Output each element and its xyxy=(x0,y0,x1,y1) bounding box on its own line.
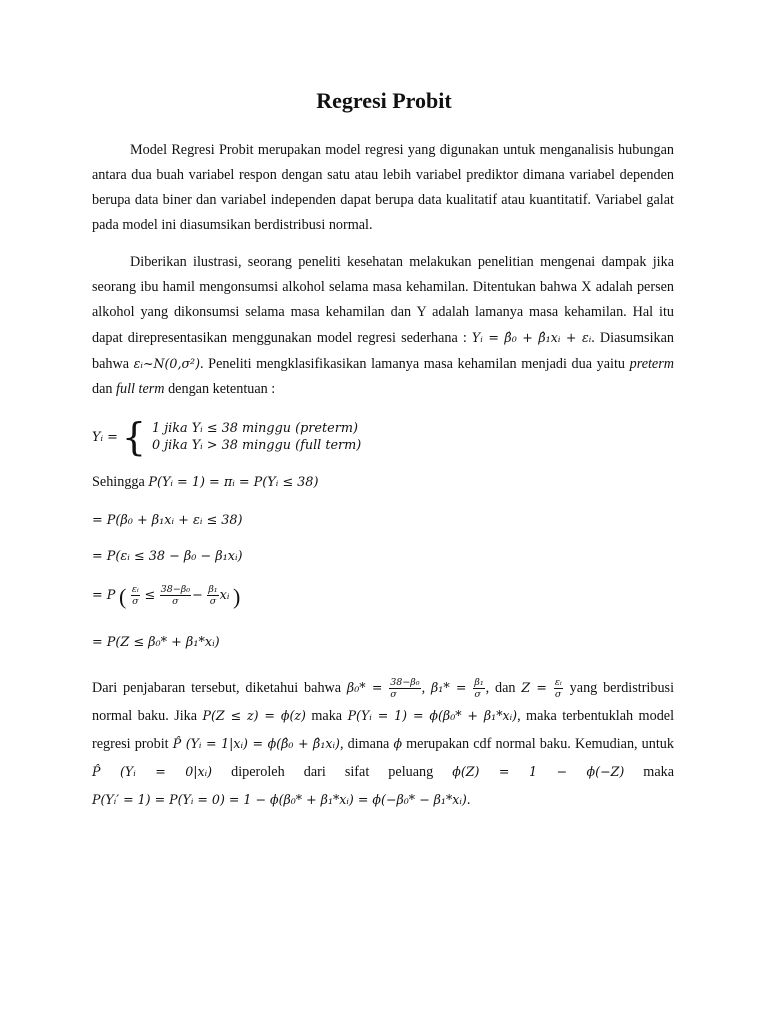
fraction-beta1-star xyxy=(473,677,484,700)
fraction-denominator: σ xyxy=(554,689,562,701)
case-preterm: 1 jika Yᵢ ≤ 38 minggu (preterm) xyxy=(152,421,358,436)
paragraph-text: maka xyxy=(311,708,343,724)
paragraph-text: Diberikan ilustrasi, seorang peneliti kesehatan melakukan penelitian mengenai dampak jika seorang ibu hamil mengonsumsi alkohol selama masa kehamilan. Ditentukan bahwa X adalah persen alkohol yang dikonsumsi selama masa kehamilan dan Y adalah lamanya masa kehamilan. Hal itu dapat direpresentasikan menggunakan model regresi sederhana : xyxy=(92,254,674,346)
paragraph-text: maka xyxy=(643,764,675,780)
derivation-equation: = P(β₀ + β₁xᵢ + εᵢ ≤ 38) xyxy=(92,513,243,528)
derivation-line-2 xyxy=(92,512,243,529)
paragraph-text: merupakan cdf normal baku. Kemudian, untuk xyxy=(406,736,674,752)
paragraph-text: Dari penjabaran tersebut, diketahui bahwa xyxy=(92,680,342,696)
fraction-numerator: εᵢ xyxy=(554,677,562,689)
paragraph-conclusion xyxy=(92,674,674,814)
fraction-denominator: σ xyxy=(390,689,397,701)
fraction-numerator: β₁ xyxy=(474,677,484,689)
paragraph-text: . Peneliti mengklasifikasikan lamanya masa kehamilan menjadi dua yaitu xyxy=(200,356,625,372)
derivation-prefix: = P xyxy=(92,588,116,603)
paragraph-text: diperoleh dari sifat peluang xyxy=(231,764,434,780)
derivation-prefix: Sehingga xyxy=(92,474,145,490)
fraction-numerator: 38−β₀ xyxy=(160,584,191,596)
regression-model-equation: Yᵢ = β̂₀ + β̂₁xᵢ + εᵢ xyxy=(471,330,592,345)
paragraph-text: dan xyxy=(92,381,113,397)
math-expression: P(Yᵢ′ = 1) = P(Yᵢ = 0) = 1 − ϕ(β₀* + β₁*xᵢ) = ϕ(−β₀* − β₁*xᵢ) xyxy=(92,792,467,807)
z-lhs: Z = xyxy=(521,680,547,695)
paragraph-text: , xyxy=(421,680,426,696)
fraction-beta0-star xyxy=(389,677,420,700)
probit-model-expression: P̂ (Yᵢ = 1|xᵢ) = ϕ(β̂₀ + β̂₁xᵢ) xyxy=(172,736,340,751)
paragraph-text: , maka terbentuklah model regresi probit xyxy=(92,708,675,752)
math-expression: P̂ (Yᵢ = 0|xᵢ) xyxy=(92,764,213,779)
fraction-epsilon-sigma xyxy=(131,584,140,607)
math-expression: P(Z ≤ z) = ϕ(z) xyxy=(202,708,306,723)
fraction-numerator: β₁ xyxy=(208,584,218,596)
right-paren: ) xyxy=(232,584,241,609)
derivation-equation: = P(Z ≤ β₀* + β₁*xᵢ) xyxy=(92,635,220,650)
paragraph-introduction: Model Regresi Probit merupakan model regresi yang digunakan untuk menganalisis hubungan antara dua buah variabel respon dengan satu atau lebih variabel prediktor dimana variabel dependen berupa data biner dan variabel independen dapat berupa data kualitatif atau kuantitatif. Variabel galat pada model ini diasumsikan berdistribusi normal. xyxy=(92,142,674,233)
term-preterm: preterm xyxy=(629,356,675,372)
paragraph-text: , dimana xyxy=(339,736,390,752)
fraction-denominator: σ xyxy=(132,596,139,608)
fraction-denominator: σ xyxy=(172,596,179,608)
derivation-line-4 xyxy=(92,584,240,610)
math-expression: ϕ(Z) = 1 − ϕ(−Z) xyxy=(452,764,625,779)
fraction-beta1-sigma xyxy=(207,584,218,607)
error-distribution: εᵢ~N(0,σ²) xyxy=(133,356,201,371)
paragraph-text: dengan ketentuan : xyxy=(168,381,276,397)
term-full-term: full term xyxy=(116,381,165,397)
fraction-z xyxy=(554,677,563,700)
fraction-denominator: σ xyxy=(474,689,481,701)
variable-x: xᵢ xyxy=(219,588,230,603)
paragraph-text: . Diasumsikan bahwa xyxy=(92,330,674,372)
left-brace: { xyxy=(121,415,146,459)
paragraph-text: yang berdistribusi normal baku. Jika xyxy=(92,680,675,724)
phi-symbol: ϕ xyxy=(393,736,403,751)
fraction-38-beta0-sigma xyxy=(160,584,191,607)
derivation-line-5 xyxy=(92,634,220,651)
fraction-numerator: 38−β₀ xyxy=(390,677,420,689)
math-expression: P(Yᵢ = 1) = ϕ(β₀* + β₁*xᵢ) xyxy=(347,708,518,723)
page-title: Regresi Probit xyxy=(316,88,452,113)
derivation-line-1 xyxy=(92,474,318,491)
minus-sign: − xyxy=(192,588,203,603)
case-full-term: 0 jika Yᵢ > 38 minggu (full term) xyxy=(152,438,362,453)
piecewise-definition xyxy=(92,415,362,459)
fraction-numerator: εᵢ xyxy=(131,584,139,596)
derivation-equation: = P(εᵢ ≤ 38 − β₀ − β₁xᵢ) xyxy=(92,549,243,564)
derivation-equation: P(Yᵢ = 1) = πᵢ = P(Yᵢ ≤ 38) xyxy=(148,475,319,490)
beta1-star-lhs: β₁* = xyxy=(431,680,467,695)
paragraph-text: , dan xyxy=(485,680,516,696)
beta0-star-lhs: β₀* = xyxy=(346,680,383,695)
piecewise-lhs: Yᵢ = xyxy=(92,429,118,445)
paragraph-text: . xyxy=(466,792,471,808)
fraction-denominator: σ xyxy=(209,596,217,608)
less-equal-sign: ≤ xyxy=(144,588,156,603)
derivation-line-3 xyxy=(92,548,243,565)
paragraph-illustration xyxy=(92,250,674,402)
left-paren: ( xyxy=(118,584,127,609)
